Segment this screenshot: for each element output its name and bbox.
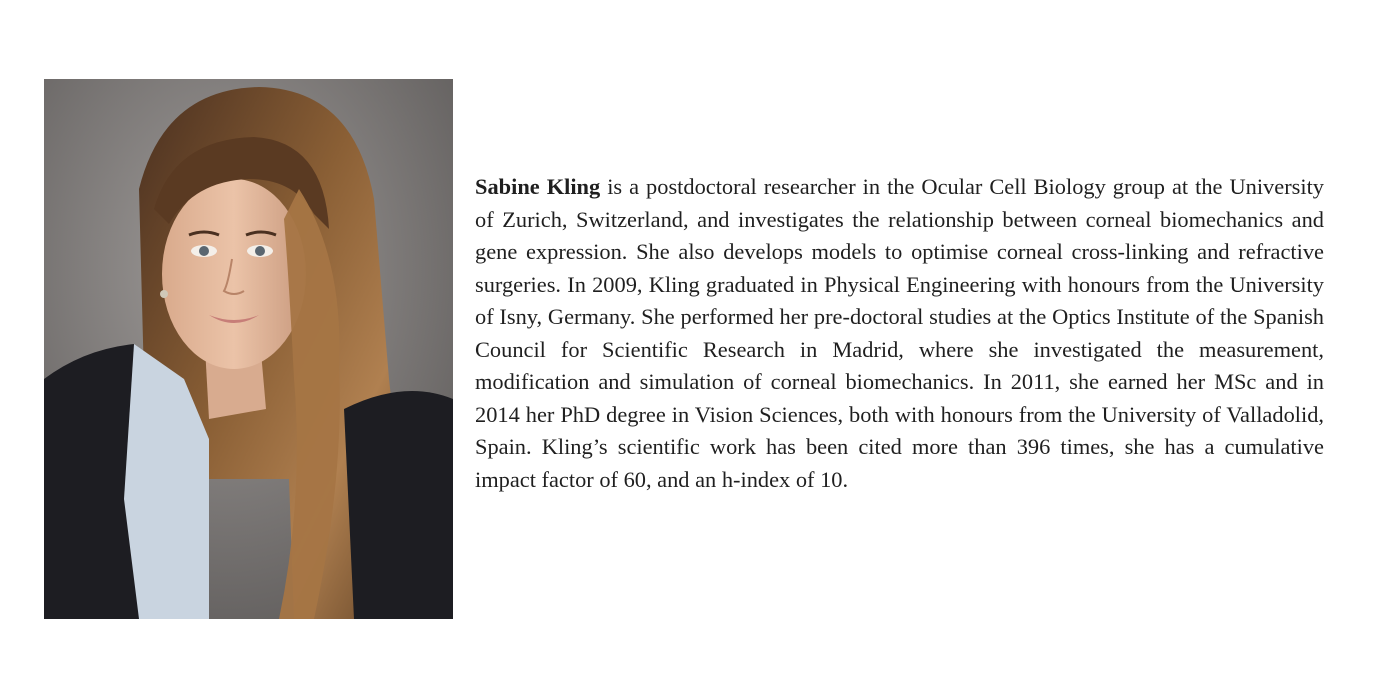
author-name: Sabine Kling — [475, 174, 601, 199]
portrait-photo-icon — [44, 79, 453, 619]
bio-text: is a postdoctoral researcher in the Ocular Cell Biology group at the University of Zurich, Switzerland, and investigates the relationship between corneal biomechanics and gene expression. She also develops models to optimise corneal cross-linking and refractive surgeries. In 2009, Kling graduated in Physical Engineering with honours from the University of Isny, Germany. She performed her pre-doctoral studies at the Optics Institute of the Spanish Council for Scientific Research in Madrid, where she investigated the measurement, modification and simulation of corneal biomechanics. In 2011, she earned her MSc and in 2014 her PhD degree in Vision Sciences, both with honours from the University of Valladolid, Spain. Kling’s scientific work has been cited more than 396 times, she has a cumulative impact factor of 60, and an h-index of 10. — [475, 174, 1324, 492]
author-portrait — [44, 79, 453, 619]
author-bio — [475, 171, 1324, 496]
